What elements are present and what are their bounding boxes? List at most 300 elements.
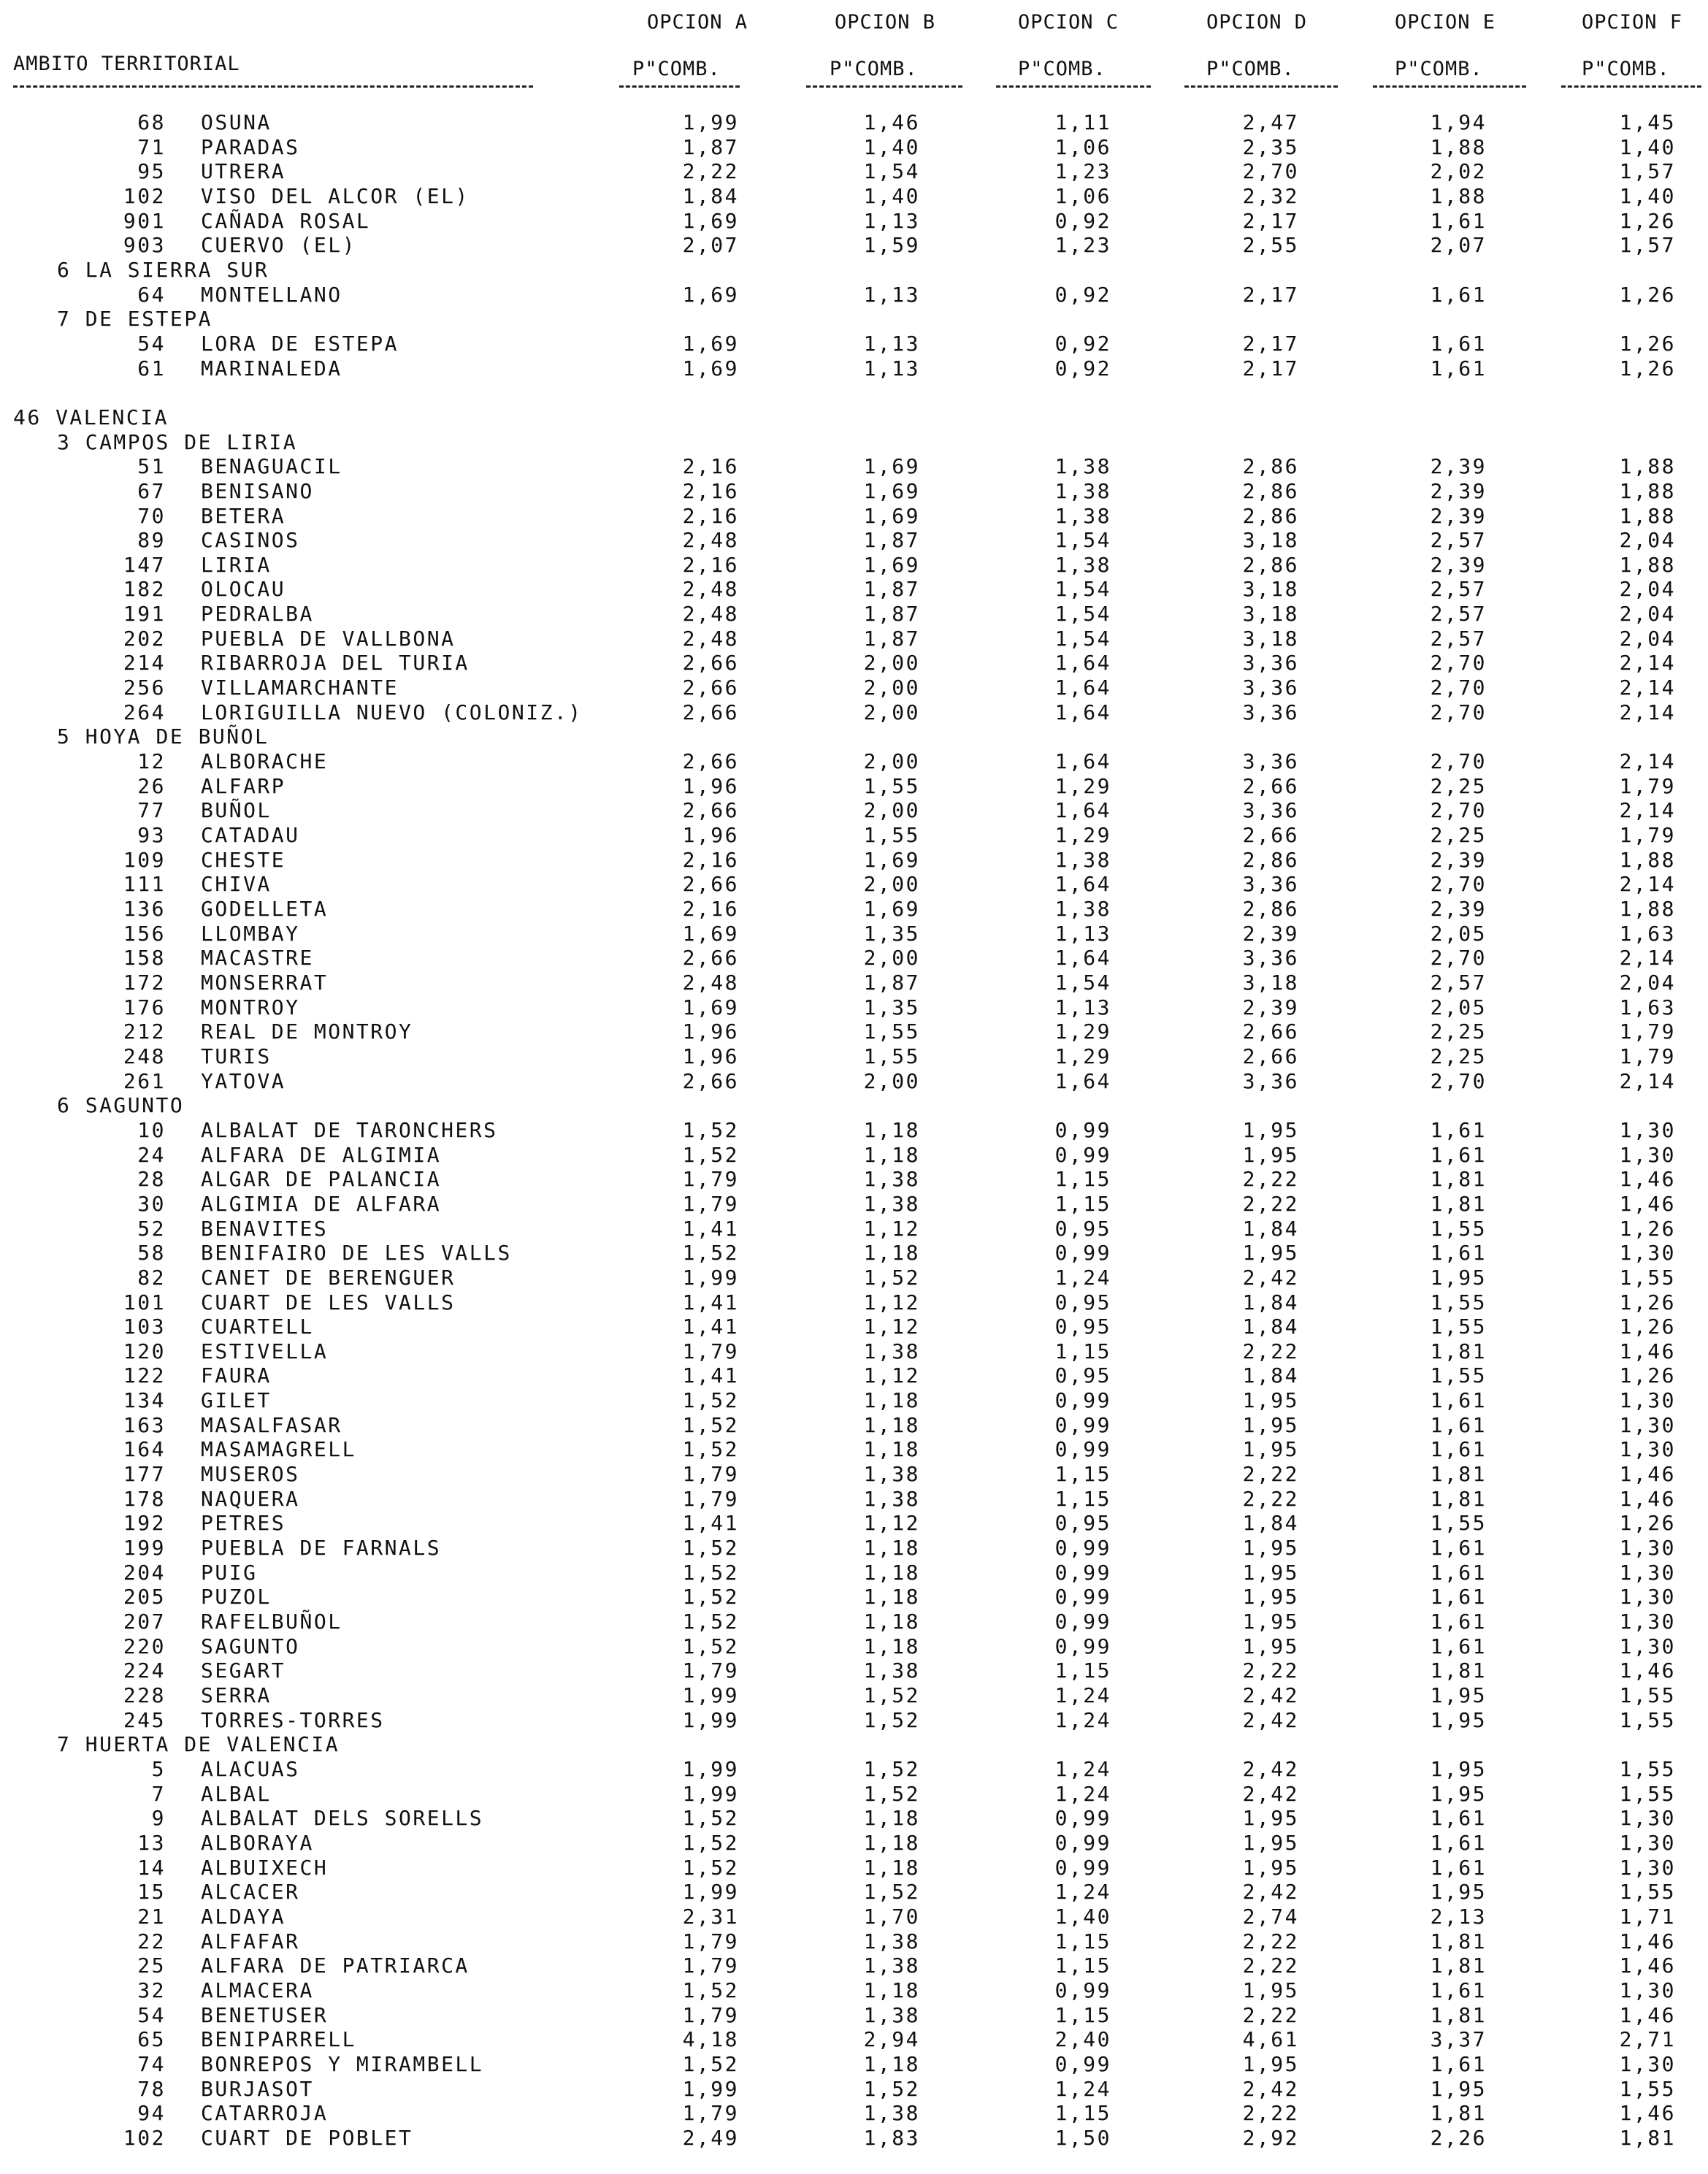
value-option-c: 1,38 xyxy=(1054,454,1111,479)
group-heading-row xyxy=(0,307,1708,332)
value-option-e: 2,70 xyxy=(1430,675,1487,700)
municipality-code: 261 xyxy=(123,1068,166,1093)
value-option-b: 1,35 xyxy=(863,995,920,1019)
subheader-a: P"COMB. xyxy=(632,58,721,80)
value-option-b: 1,12 xyxy=(863,1216,920,1241)
table-row xyxy=(0,528,1708,553)
municipality-code: 199 xyxy=(123,1536,166,1561)
value-option-e: 2,70 xyxy=(1430,872,1487,897)
group-heading: 5 HOYA DE BUÑOL xyxy=(57,724,269,749)
value-option-a: 2,66 xyxy=(682,749,739,774)
value-option-a: 2,48 xyxy=(682,528,739,553)
municipality-name: BENIPARRELL xyxy=(201,2027,356,2052)
value-option-c: 1,64 xyxy=(1054,700,1111,724)
value-option-b: 1,18 xyxy=(863,1241,920,1266)
municipality-code: 74 xyxy=(137,2051,166,2076)
municipality-code: 15 xyxy=(137,1880,166,1905)
table-row xyxy=(0,1708,1708,1733)
municipality-code: 68 xyxy=(137,110,166,134)
value-option-c: 0,92 xyxy=(1054,282,1111,307)
value-option-f: 2,14 xyxy=(1619,675,1676,700)
value-option-e: 1,61 xyxy=(1430,1830,1487,1855)
value-option-a: 2,07 xyxy=(682,233,739,258)
value-option-f: 1,79 xyxy=(1619,1044,1676,1068)
value-option-d: 3,18 xyxy=(1242,970,1299,995)
municipality-code: 70 xyxy=(137,503,166,528)
value-option-a: 1,52 xyxy=(682,1437,739,1462)
table-row xyxy=(0,233,1708,258)
value-option-d: 1,95 xyxy=(1242,1388,1299,1413)
value-option-a: 1,52 xyxy=(682,1806,739,1831)
value-option-b: 1,38 xyxy=(863,1339,920,1363)
value-option-b: 1,18 xyxy=(863,1585,920,1610)
value-option-d: 1,84 xyxy=(1242,1314,1299,1339)
value-option-d: 2,17 xyxy=(1242,356,1299,380)
value-option-c: 0,92 xyxy=(1054,356,1111,380)
value-option-e: 2,70 xyxy=(1430,798,1487,823)
value-option-b: 1,18 xyxy=(863,1117,920,1142)
municipality-code: 204 xyxy=(123,1560,166,1585)
value-option-d: 2,74 xyxy=(1242,1904,1299,1929)
value-option-d: 3,36 xyxy=(1242,1068,1299,1093)
municipality-name: BETERA xyxy=(201,503,286,528)
municipality-code: 109 xyxy=(123,847,166,872)
value-option-e: 1,61 xyxy=(1430,1560,1487,1585)
value-option-b: 1,35 xyxy=(863,921,920,946)
municipality-code: 10 xyxy=(137,1117,166,1142)
value-option-c: 0,99 xyxy=(1054,1830,1111,1855)
value-option-f: 1,55 xyxy=(1619,1880,1676,1905)
value-option-a: 1,41 xyxy=(682,1216,739,1241)
value-option-b: 1,69 xyxy=(863,897,920,921)
value-option-d: 2,42 xyxy=(1242,1707,1299,1732)
table-row xyxy=(0,1585,1708,1610)
municipality-code: 22 xyxy=(137,1929,166,1953)
value-option-f: 1,57 xyxy=(1619,159,1676,184)
table-row xyxy=(0,798,1708,823)
value-option-a: 2,66 xyxy=(682,700,739,724)
value-option-b: 1,87 xyxy=(863,970,920,995)
value-option-b: 1,52 xyxy=(863,1880,920,1905)
municipality-code: 214 xyxy=(123,651,166,675)
header-option-c: OPCION C xyxy=(1018,11,1119,34)
value-option-d: 1,95 xyxy=(1242,1412,1299,1437)
value-option-b: 1,83 xyxy=(863,2125,920,2150)
municipality-name: VISO DEL ALCOR (EL) xyxy=(201,183,470,208)
table-row xyxy=(0,135,1708,160)
municipality-code: 51 xyxy=(137,454,166,479)
value-option-b: 1,12 xyxy=(863,1511,920,1536)
value-option-e: 1,81 xyxy=(1430,2101,1487,2126)
value-option-d: 2,42 xyxy=(1242,2076,1299,2101)
municipality-code: 67 xyxy=(137,478,166,503)
municipality-code: 220 xyxy=(123,1634,166,1658)
table-row xyxy=(0,1634,1708,1659)
value-option-a: 2,16 xyxy=(682,503,739,528)
municipality-code: 176 xyxy=(123,995,166,1019)
value-option-c: 1,29 xyxy=(1054,823,1111,848)
value-option-f: 1,26 xyxy=(1619,282,1676,307)
value-option-d: 1,95 xyxy=(1242,1830,1299,1855)
value-option-b: 1,18 xyxy=(863,1412,920,1437)
value-option-a: 1,79 xyxy=(682,1191,739,1216)
value-option-f: 1,46 xyxy=(1619,1462,1676,1487)
value-option-a: 1,79 xyxy=(682,1167,739,1192)
value-option-f: 2,14 xyxy=(1619,700,1676,724)
value-option-f: 2,04 xyxy=(1619,626,1676,651)
value-option-e: 2,57 xyxy=(1430,602,1487,627)
value-option-e: 2,25 xyxy=(1430,1019,1487,1044)
table-row xyxy=(0,1462,1708,1487)
value-option-e: 1,95 xyxy=(1430,1707,1487,1732)
value-option-e: 3,37 xyxy=(1430,2027,1487,2052)
value-option-f: 1,88 xyxy=(1619,847,1676,872)
value-option-e: 2,57 xyxy=(1430,970,1487,995)
value-option-a: 1,52 xyxy=(682,1634,739,1658)
table-row xyxy=(0,1217,1708,1241)
table-row xyxy=(0,1192,1708,1217)
municipality-name: LORIGUILLA NUEVO (COLONIZ.) xyxy=(201,700,583,724)
value-option-b: 1,40 xyxy=(863,134,920,159)
value-option-f: 1,46 xyxy=(1619,1167,1676,1192)
value-option-d: 2,22 xyxy=(1242,1339,1299,1363)
value-option-c: 0,99 xyxy=(1054,1634,1111,1658)
value-option-b: 1,69 xyxy=(863,503,920,528)
value-option-a: 2,66 xyxy=(682,798,739,823)
value-option-a: 2,66 xyxy=(682,1068,739,1093)
value-option-e: 1,95 xyxy=(1430,2076,1487,2101)
municipality-code: 903 xyxy=(123,233,166,258)
value-option-f: 1,40 xyxy=(1619,134,1676,159)
value-option-b: 1,87 xyxy=(863,577,920,602)
value-option-d: 1,95 xyxy=(1242,1806,1299,1831)
value-option-c: 1,64 xyxy=(1054,798,1111,823)
value-option-a: 1,69 xyxy=(682,995,739,1019)
value-option-e: 2,70 xyxy=(1430,946,1487,971)
value-option-c: 1,15 xyxy=(1054,1462,1111,1487)
municipality-name: MONTELLANO xyxy=(201,282,342,307)
value-option-e: 1,61 xyxy=(1430,356,1487,380)
value-option-d: 2,22 xyxy=(1242,1929,1299,1953)
municipality-name: ALBUIXECH xyxy=(201,1855,329,1880)
value-option-c: 1,15 xyxy=(1054,1953,1111,1978)
municipality-name: GILET xyxy=(201,1388,272,1413)
value-option-c: 1,64 xyxy=(1054,1068,1111,1093)
value-option-d: 3,36 xyxy=(1242,675,1299,700)
value-option-e: 1,88 xyxy=(1430,134,1487,159)
value-option-b: 2,00 xyxy=(863,700,920,724)
value-option-a: 1,41 xyxy=(682,1363,739,1388)
table-row xyxy=(0,504,1708,529)
table-row xyxy=(0,749,1708,774)
municipality-code: 205 xyxy=(123,1585,166,1610)
value-option-a: 1,52 xyxy=(682,1855,739,1880)
municipality-code: 65 xyxy=(137,2027,166,2052)
value-option-d: 2,86 xyxy=(1242,552,1299,577)
municipality-code: 136 xyxy=(123,897,166,921)
value-option-d: 2,22 xyxy=(1242,1462,1299,1487)
value-option-c: 1,64 xyxy=(1054,651,1111,675)
value-option-b: 1,13 xyxy=(863,331,920,356)
value-option-a: 2,22 xyxy=(682,159,739,184)
value-option-d: 1,95 xyxy=(1242,1142,1299,1167)
value-option-b: 1,18 xyxy=(863,1388,920,1413)
table-row xyxy=(0,1610,1708,1634)
municipality-name: BURJASOT xyxy=(201,2076,314,2101)
value-option-e: 1,55 xyxy=(1430,1511,1487,1536)
table-row xyxy=(0,2003,1708,2028)
value-option-b: 1,38 xyxy=(863,1658,920,1683)
header-option-e: OPCION E xyxy=(1395,11,1496,34)
value-option-c: 0,95 xyxy=(1054,1363,1111,1388)
value-option-a: 1,69 xyxy=(682,282,739,307)
table-row xyxy=(0,1363,1708,1388)
value-option-b: 1,38 xyxy=(863,1929,920,1953)
value-option-a: 1,41 xyxy=(682,1314,739,1339)
municipality-code: 28 xyxy=(137,1167,166,1192)
value-option-e: 1,55 xyxy=(1430,1290,1487,1314)
value-option-f: 1,46 xyxy=(1619,2101,1676,2126)
value-option-d: 2,22 xyxy=(1242,2101,1299,2126)
value-option-f: 1,71 xyxy=(1619,1904,1676,1929)
table-row xyxy=(0,971,1708,995)
value-option-a: 1,99 xyxy=(682,1707,739,1732)
municipality-code: 158 xyxy=(123,946,166,971)
municipality-name: CANET DE BERENGUER xyxy=(201,1265,456,1290)
value-option-e: 1,61 xyxy=(1430,2051,1487,2076)
value-option-a: 1,69 xyxy=(682,208,739,233)
value-option-f: 2,14 xyxy=(1619,946,1676,971)
table-row xyxy=(0,1856,1708,1880)
value-option-d: 2,17 xyxy=(1242,208,1299,233)
value-option-a: 1,79 xyxy=(682,2101,739,2126)
value-option-c: 1,54 xyxy=(1054,528,1111,553)
rule-d xyxy=(1184,85,1338,88)
value-option-e: 1,61 xyxy=(1430,1412,1487,1437)
value-option-f: 1,57 xyxy=(1619,233,1676,258)
value-option-b: 1,18 xyxy=(863,1634,920,1658)
value-option-c: 1,24 xyxy=(1054,1756,1111,1781)
value-option-a: 1,87 xyxy=(682,134,739,159)
table-row xyxy=(0,1167,1708,1192)
table-row xyxy=(0,1905,1708,1929)
value-option-d: 2,22 xyxy=(1242,1167,1299,1192)
value-option-f: 1,63 xyxy=(1619,995,1676,1019)
value-option-a: 1,69 xyxy=(682,331,739,356)
value-option-f: 2,14 xyxy=(1619,1068,1676,1093)
value-option-d: 2,47 xyxy=(1242,110,1299,134)
municipality-name: BENISANO xyxy=(201,478,314,503)
value-option-a: 1,79 xyxy=(682,1486,739,1511)
municipality-name: CUART DE POBLET xyxy=(201,2125,413,2150)
municipality-name: UTRERA xyxy=(201,159,286,184)
municipality-code: 101 xyxy=(123,1290,166,1314)
value-option-f: 1,26 xyxy=(1619,1290,1676,1314)
municipality-name: PETRES xyxy=(201,1511,286,1536)
value-option-b: 1,52 xyxy=(863,1707,920,1732)
value-option-b: 1,18 xyxy=(863,1560,920,1585)
value-option-e: 1,61 xyxy=(1430,1634,1487,1658)
municipality-code: 24 xyxy=(137,1142,166,1167)
value-option-c: 1,38 xyxy=(1054,503,1111,528)
value-option-e: 2,25 xyxy=(1430,823,1487,848)
value-option-d: 3,36 xyxy=(1242,651,1299,675)
value-option-c: 1,54 xyxy=(1054,577,1111,602)
value-option-c: 1,06 xyxy=(1054,134,1111,159)
municipality-code: 178 xyxy=(123,1486,166,1511)
municipality-code: 245 xyxy=(123,1707,166,1732)
value-option-d: 2,42 xyxy=(1242,1683,1299,1707)
municipality-code: 95 xyxy=(137,159,166,184)
value-option-c: 1,54 xyxy=(1054,970,1111,995)
value-option-f: 1,88 xyxy=(1619,897,1676,921)
value-option-d: 2,42 xyxy=(1242,1756,1299,1781)
value-option-a: 1,41 xyxy=(682,1290,739,1314)
group-heading: 7 DE ESTEPA xyxy=(57,307,212,332)
value-option-c: 1,15 xyxy=(1054,2002,1111,2027)
value-option-e: 2,02 xyxy=(1430,159,1487,184)
value-option-f: 2,14 xyxy=(1619,651,1676,675)
group-heading-row xyxy=(0,430,1708,455)
municipality-name: CHIVA xyxy=(201,872,272,897)
value-option-b: 1,18 xyxy=(863,2051,920,2076)
value-option-c: 0,95 xyxy=(1054,1314,1111,1339)
municipality-name: CAÑADA ROSAL xyxy=(201,208,371,233)
value-option-c: 0,99 xyxy=(1054,1806,1111,1831)
value-option-c: 1,15 xyxy=(1054,2101,1111,2126)
value-option-d: 3,18 xyxy=(1242,602,1299,627)
municipality-name: CATARROJA xyxy=(201,2101,329,2126)
municipality-name: MACASTRE xyxy=(201,946,314,971)
value-option-d: 2,66 xyxy=(1242,1044,1299,1068)
value-option-c: 1,38 xyxy=(1054,478,1111,503)
value-option-a: 1,99 xyxy=(682,110,739,134)
value-option-b: 2,00 xyxy=(863,872,920,897)
value-option-a: 1,52 xyxy=(682,1830,739,1855)
table-row xyxy=(0,1290,1708,1315)
municipality-name: TORRES-TORRES xyxy=(201,1707,385,1732)
value-option-e: 2,39 xyxy=(1430,503,1487,528)
municipality-name: ALGIMIA DE ALFARA xyxy=(201,1191,442,1216)
value-option-f: 1,46 xyxy=(1619,1486,1676,1511)
value-option-b: 1,13 xyxy=(863,282,920,307)
table-row xyxy=(0,283,1708,307)
municipality-name: MUSEROS xyxy=(201,1462,300,1487)
value-option-c: 0,99 xyxy=(1054,1585,1111,1610)
municipality-name: ALBAL xyxy=(201,1781,272,1806)
table-row xyxy=(0,454,1708,479)
municipality-code: 78 xyxy=(137,2076,166,2101)
value-option-d: 3,36 xyxy=(1242,700,1299,724)
value-option-e: 1,61 xyxy=(1430,1241,1487,1266)
table-row xyxy=(0,1044,1708,1069)
value-option-b: 1,38 xyxy=(863,2002,920,2027)
data-table xyxy=(0,110,1708,2150)
municipality-code: 26 xyxy=(137,773,166,798)
value-option-d: 2,86 xyxy=(1242,478,1299,503)
value-option-d: 2,17 xyxy=(1242,331,1299,356)
value-option-f: 2,04 xyxy=(1619,577,1676,602)
value-option-f: 1,55 xyxy=(1619,1756,1676,1781)
table-row xyxy=(0,946,1708,971)
value-option-e: 2,13 xyxy=(1430,1904,1487,1929)
value-option-e: 1,81 xyxy=(1430,1658,1487,1683)
municipality-code: 30 xyxy=(137,1191,166,1216)
value-option-f: 1,30 xyxy=(1619,1142,1676,1167)
table-row xyxy=(0,1978,1708,2003)
value-option-e: 1,61 xyxy=(1430,1610,1487,1634)
value-option-c: 2,40 xyxy=(1054,2027,1111,2052)
value-option-b: 1,18 xyxy=(863,1536,920,1561)
value-option-c: 1,23 xyxy=(1054,159,1111,184)
value-option-c: 1,38 xyxy=(1054,897,1111,921)
table-row xyxy=(0,1561,1708,1585)
value-option-a: 1,69 xyxy=(682,356,739,380)
value-option-a: 1,99 xyxy=(682,1880,739,1905)
value-option-c: 1,29 xyxy=(1054,1044,1111,1068)
municipality-code: 156 xyxy=(123,921,166,946)
value-option-c: 1,54 xyxy=(1054,602,1111,627)
municipality-code: 58 xyxy=(137,1241,166,1266)
value-option-f: 1,26 xyxy=(1619,1216,1676,1241)
value-option-e: 1,88 xyxy=(1430,183,1487,208)
value-option-a: 1,52 xyxy=(682,2051,739,2076)
value-option-e: 2,25 xyxy=(1430,773,1487,798)
value-option-a: 1,52 xyxy=(682,1560,739,1585)
group-heading: 6 SAGUNTO xyxy=(57,1093,185,1118)
value-option-a: 1,52 xyxy=(682,1585,739,1610)
value-option-a: 2,16 xyxy=(682,454,739,479)
value-option-b: 1,46 xyxy=(863,110,920,134)
municipality-name: ALBORAYA xyxy=(201,1830,314,1855)
municipality-code: 264 xyxy=(123,700,166,724)
value-option-b: 1,52 xyxy=(863,1756,920,1781)
value-option-c: 1,38 xyxy=(1054,847,1111,872)
value-option-d: 2,66 xyxy=(1242,823,1299,848)
municipality-name: PUEBLA DE FARNALS xyxy=(201,1536,442,1561)
value-option-c: 1,24 xyxy=(1054,1265,1111,1290)
value-option-f: 1,30 xyxy=(1619,1536,1676,1561)
table-row xyxy=(0,1314,1708,1339)
municipality-name: PEDRALBA xyxy=(201,602,314,627)
municipality-name: BENAGUACIL xyxy=(201,454,342,479)
subheader-d: P"COMB. xyxy=(1206,58,1295,80)
table-row xyxy=(0,2077,1708,2102)
value-option-f: 1,30 xyxy=(1619,1117,1676,1142)
value-option-d: 2,70 xyxy=(1242,159,1299,184)
value-option-b: 1,52 xyxy=(863,1683,920,1707)
municipality-code: 5 xyxy=(151,1756,166,1781)
value-option-a: 1,52 xyxy=(682,1388,739,1413)
value-option-a: 1,79 xyxy=(682,1339,739,1363)
municipality-code: 54 xyxy=(137,331,166,356)
municipality-name: PARADAS xyxy=(201,134,300,159)
value-option-b: 1,55 xyxy=(863,773,920,798)
value-option-b: 1,38 xyxy=(863,1167,920,1192)
value-option-c: 1,38 xyxy=(1054,552,1111,577)
value-option-d: 2,66 xyxy=(1242,1019,1299,1044)
group-heading-row xyxy=(0,258,1708,283)
value-option-d: 2,39 xyxy=(1242,921,1299,946)
municipality-name: MONSERRAT xyxy=(201,970,329,995)
municipality-name: TURIS xyxy=(201,1044,272,1068)
value-option-d: 1,95 xyxy=(1242,1117,1299,1142)
municipality-code: 901 xyxy=(123,208,166,233)
value-option-c: 0,95 xyxy=(1054,1216,1111,1241)
table-row xyxy=(0,209,1708,234)
municipality-name: CUART DE LES VALLS xyxy=(201,1290,456,1314)
value-option-a: 1,41 xyxy=(682,1511,739,1536)
